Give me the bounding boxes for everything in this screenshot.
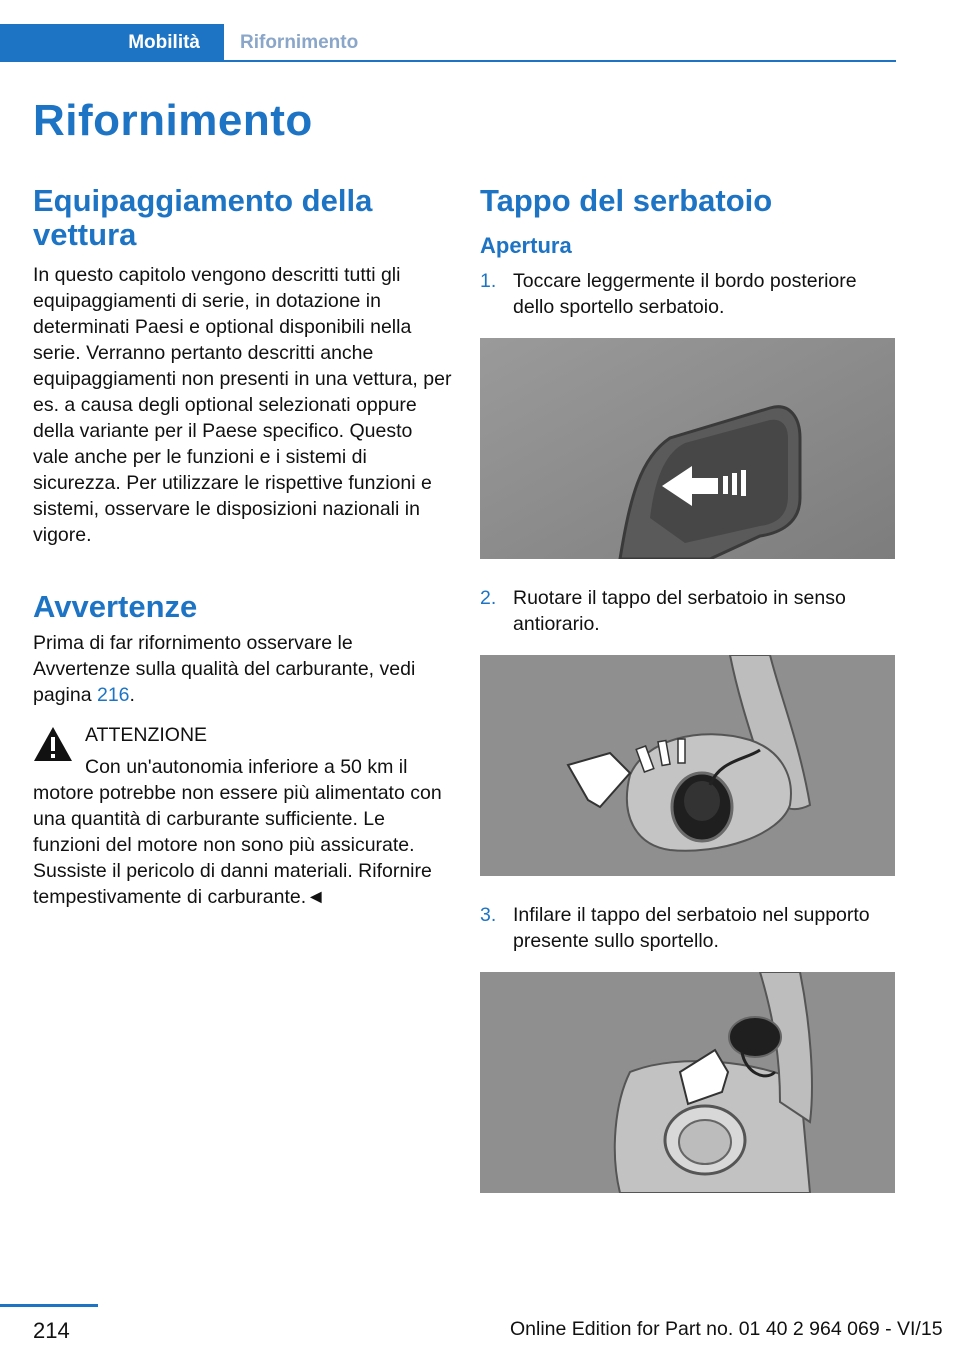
steps-list (480, 268, 900, 320)
warning-body: motore potrebbe non essere più alimentato con una quantità di carburante sufficiente. Le funzioni del motore non sono più assicurate. Sussiste il pericolo di danni materiali. Rifornire tempestivamente di carburante.◄ (33, 782, 442, 908)
section-title-tappo: Tappo del serbatoio (480, 183, 773, 218)
figure-fuel-flap-touch (480, 338, 895, 559)
figure-fuel-cap-holder (480, 972, 895, 1193)
warning-box (33, 722, 453, 910)
step-text: Ruotare il tappo del serbatoio in senso antiorario. (513, 587, 846, 635)
warning-heading: ATTENZIONE (85, 724, 208, 746)
page-title: Rifornimento (33, 96, 313, 145)
list-item (480, 585, 900, 637)
edition-info: Online Edition for Part no. 01 40 2 964 069 - VI/15 (510, 1318, 943, 1340)
list-item (480, 902, 900, 954)
step-number: 3. (480, 904, 497, 926)
warning-triangle-icon (33, 726, 73, 762)
step-text: Infilare il tappo del serbatoio nel supporto presente sullo sportello. (513, 904, 870, 952)
step-text: Toccare leggermente il bordo posteriore dello sportello serbatoio. (513, 270, 857, 318)
section-body-avvertenze (33, 630, 453, 708)
warning-line-1: Con un'autonomia inferiore a 50 km il (85, 756, 408, 778)
page-link-216[interactable]: 216 (96, 684, 130, 706)
section-title-equipaggiamento: Equipaggiamento della vettura (33, 183, 373, 252)
header-rule (224, 60, 896, 62)
footer-rule (0, 1304, 98, 1307)
left-column (33, 184, 453, 910)
list-item (480, 268, 900, 320)
section-body-equipaggiamento: In questo capitolo vengono descritti tutti gli equipaggiamenti di serie, in dotazione in determinati Paesi e optional disponibili nella serie. Verranno pertanto descritti anche equipaggiamenti non presenti in una vettura, per es. a causa degli optional selezionati oppure della variante per il Paese specifico. Questo vale anche per le funzioni e i sistemi di sicurezza. Per utilizzare le rispettive funzioni e sistemi, osservare le disposizioni nazionali in vigore. (33, 264, 452, 546)
header-tab-mobilita[interactable]: Mobilità (0, 24, 224, 62)
subsection-title-apertura: Apertura (480, 233, 572, 258)
right-column (480, 184, 900, 1219)
avvertenze-text-end: . (129, 684, 135, 706)
figure-fuel-cap-rotate (480, 655, 895, 876)
step-number: 1. (480, 270, 497, 292)
warning-heading-block (33, 722, 453, 780)
steps-list-3 (480, 902, 900, 954)
header-tab-rifornimento[interactable]: Rifornimento (240, 32, 359, 53)
step-number: 2. (480, 587, 497, 609)
page-number: 214 (33, 1318, 70, 1343)
avvertenze-text: Prima di far rifornimento osservare le Avvertenze sulla qualità del carburante, vedi pagina (33, 632, 416, 706)
section-title-avvertenze: Avvertenze (33, 589, 198, 624)
steps-list-2 (480, 585, 900, 637)
